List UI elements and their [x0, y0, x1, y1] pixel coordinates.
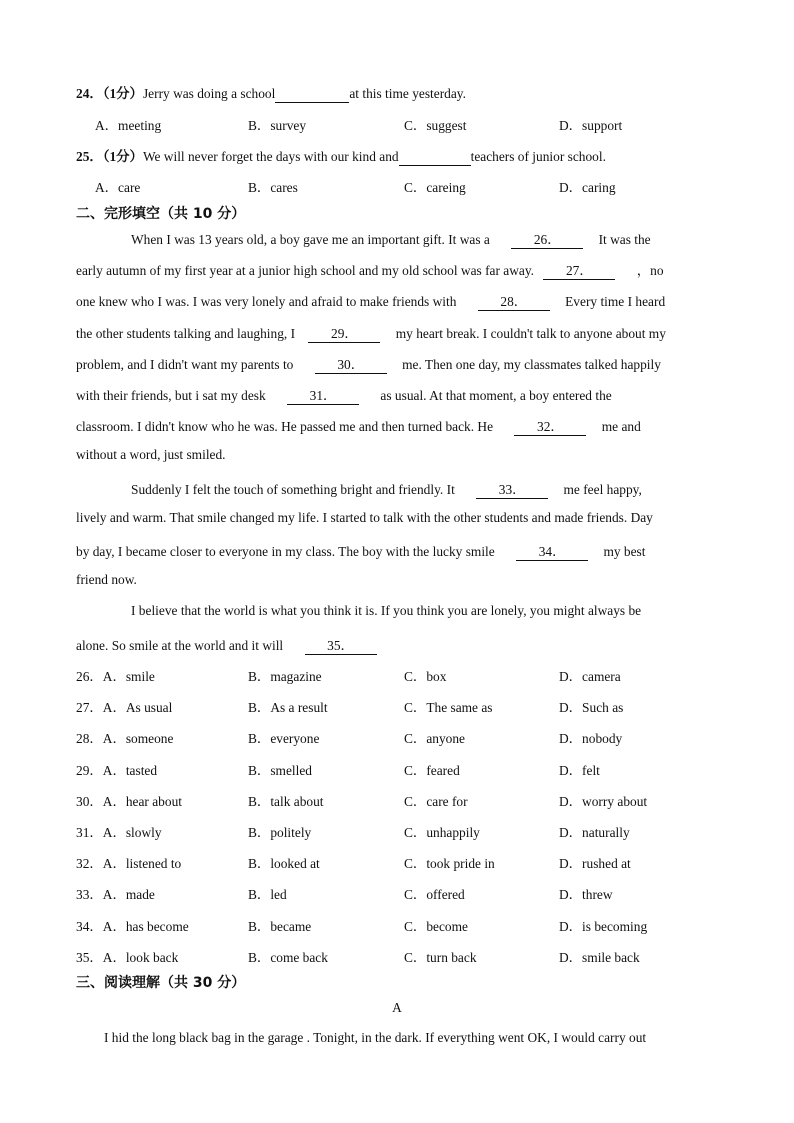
cloze-option-b: B．come back	[248, 949, 328, 965]
cloze-option-c: C．turn back	[404, 949, 477, 965]
option-c: C．suggest	[404, 118, 467, 133]
option-a: A．meeting	[95, 118, 162, 133]
answer-blank	[399, 149, 471, 166]
cloze-line	[131, 229, 651, 249]
cloze-line	[76, 385, 612, 405]
cloze-line	[76, 354, 661, 374]
cloze-text: me and	[601, 419, 641, 434]
cloze-text: by day, I became closer to everyone in my class. The boy with the lucky smile	[76, 544, 495, 559]
cloze-option-a: 28．A．someone	[76, 731, 174, 747]
cloze-text: When I was 13 years old, a boy gave me an important gift. It was a	[131, 232, 490, 247]
cloze-text: Suddenly I felt the touch of something bright and friendly. It	[131, 482, 455, 497]
cloze-line: lively and warm. That smile changed my life. I started to talk with the other students and made friends. Day	[76, 510, 653, 525]
cloze-line: without a word, just smiled.	[76, 447, 226, 462]
cloze-option-d: D．rushed at	[559, 856, 631, 872]
blank-31: 31．	[287, 385, 359, 405]
option-c: C．careing	[404, 180, 466, 195]
cloze-line	[76, 635, 377, 655]
section-heading-reading: 三、阅读理解（共 30 分）	[76, 975, 246, 991]
section-heading-cloze: 二、完形填空（共 10 分）	[76, 206, 246, 222]
cloze-option-b: B．looked at	[248, 856, 320, 872]
option-b: B．cares	[248, 180, 298, 195]
option-d: D．caring	[559, 180, 616, 195]
reading-first-line: I hid the long black bag in the garage . Tonight, in the dark. If everything went OK, I would carry out	[104, 1030, 647, 1045]
cloze-option-b: B．magazine	[248, 669, 322, 684]
cloze-text: as usual. At that moment, a boy entered the	[380, 388, 612, 403]
cloze-text: Every time I heard	[565, 294, 666, 309]
cloze-option-b: B．led	[248, 887, 287, 903]
cloze-option-b: B．smelled	[248, 762, 312, 778]
cloze-option-a: 35．A．look back	[76, 949, 179, 965]
cloze-option-a: 31．A．slowly	[76, 825, 162, 840]
blank-33: 33．	[476, 479, 548, 499]
cloze-line	[76, 541, 645, 561]
cloze-text: with their friends, but i sat my desk	[76, 388, 266, 403]
cloze-text: one knew who I was. I was very lonely and afraid to make friends with	[76, 294, 457, 309]
cloze-line	[76, 416, 641, 436]
option-b: B．survey	[248, 118, 307, 133]
blank-27: 27．	[543, 260, 615, 280]
cloze-option-d: D．threw	[559, 887, 613, 903]
cloze-option-c: C．box	[404, 669, 447, 684]
cloze-option-c: C．offered	[404, 887, 465, 903]
cloze-option-d: D．nobody	[559, 731, 623, 747]
cloze-text: my heart break. I couldn't talk to anyone about my	[395, 326, 666, 341]
cloze-option-d: D．Such as	[559, 700, 624, 716]
cloze-option-b: B．politely	[248, 825, 312, 840]
cloze-option-c: C．feared	[404, 762, 460, 778]
cloze-option-b: B．As a result	[248, 700, 328, 716]
blank-34: 34．	[516, 541, 588, 561]
answer-blank	[275, 86, 349, 103]
passage-label: A	[392, 1000, 402, 1015]
question-text-after: at this time yesterday.	[349, 86, 466, 101]
cloze-line	[76, 323, 666, 343]
cloze-option-a: 30．A．hear about	[76, 793, 182, 809]
cloze-line	[76, 260, 664, 280]
cloze-option-d: D．felt	[559, 762, 600, 778]
cloze-option-d: D．is becoming	[559, 918, 648, 934]
cloze-option-d: D．smile back	[559, 949, 640, 965]
cloze-option-c: C．become	[404, 918, 468, 934]
cloze-text: classroom. I didn't know who he was. He passed me and then turned back. He	[76, 419, 494, 434]
cloze-option-c: C．The same as	[404, 700, 493, 716]
cloze-option-d: D．camera	[559, 669, 621, 684]
cloze-text: me. Then one day, my classmates talked happily	[402, 357, 661, 372]
option-d: D．support	[559, 118, 623, 133]
question-text-before: We will never forget the days with our kind and	[142, 149, 399, 164]
question-text-after: teachers of junior school.	[470, 149, 606, 164]
blank-26: 26．	[511, 229, 583, 249]
question-number: 24．（1分）	[76, 86, 143, 101]
cloze-option-c: C．took pride in	[404, 856, 495, 872]
cloze-line	[76, 291, 665, 311]
cloze-text: problem, and I didn't want my parents to	[76, 357, 294, 372]
question-25	[76, 146, 606, 166]
cloze-text: my best	[603, 544, 646, 559]
cloze-line	[131, 479, 642, 499]
blank-28: 28．	[478, 291, 550, 311]
cloze-text: ，no	[636, 263, 664, 278]
cloze-line: friend now.	[76, 572, 137, 587]
cloze-option-d: D．naturally	[559, 825, 630, 840]
blank-30: 30．	[315, 354, 387, 374]
blank-35: 35．	[305, 635, 377, 655]
blank-29: 29．	[308, 323, 380, 343]
cloze-text: alone. So smile at the world and it will	[76, 638, 284, 653]
cloze-line: I believe that the world is what you think it is. If you think you are lonely, you might always be	[131, 603, 642, 618]
cloze-option-b: B．everyone	[248, 731, 320, 747]
cloze-text: me feel happy,	[563, 482, 642, 497]
cloze-option-c: C．unhappily	[404, 825, 480, 840]
cloze-text: It was the	[598, 232, 651, 247]
cloze-option-a: 32．A．listened to	[76, 856, 182, 872]
cloze-option-c: C．care for	[404, 793, 468, 809]
cloze-option-a: 33．A．made	[76, 887, 155, 903]
cloze-option-a: 29．A．tasted	[76, 762, 158, 778]
blank-32: 32．	[514, 416, 586, 436]
cloze-text: early autumn of my first year at a junior high school and my old school was far away.	[76, 263, 535, 278]
question-text-before: Jerry was doing a school	[142, 86, 276, 101]
cloze-option-d: D．worry about	[559, 793, 648, 809]
question-number: 25．（1分）	[76, 149, 143, 164]
question-24	[76, 83, 466, 103]
cloze-option-c: C．anyone	[404, 731, 465, 747]
option-a: A．care	[95, 180, 141, 195]
cloze-option-b: B．talk about	[248, 793, 324, 809]
cloze-option-a: 26．A．smile	[76, 669, 155, 684]
cloze-option-a: 27．A．As usual	[76, 700, 173, 716]
cloze-option-a: 34．A．has become	[76, 918, 189, 934]
cloze-text: the other students talking and laughing, I	[76, 326, 296, 341]
cloze-option-b: B．became	[248, 918, 312, 934]
